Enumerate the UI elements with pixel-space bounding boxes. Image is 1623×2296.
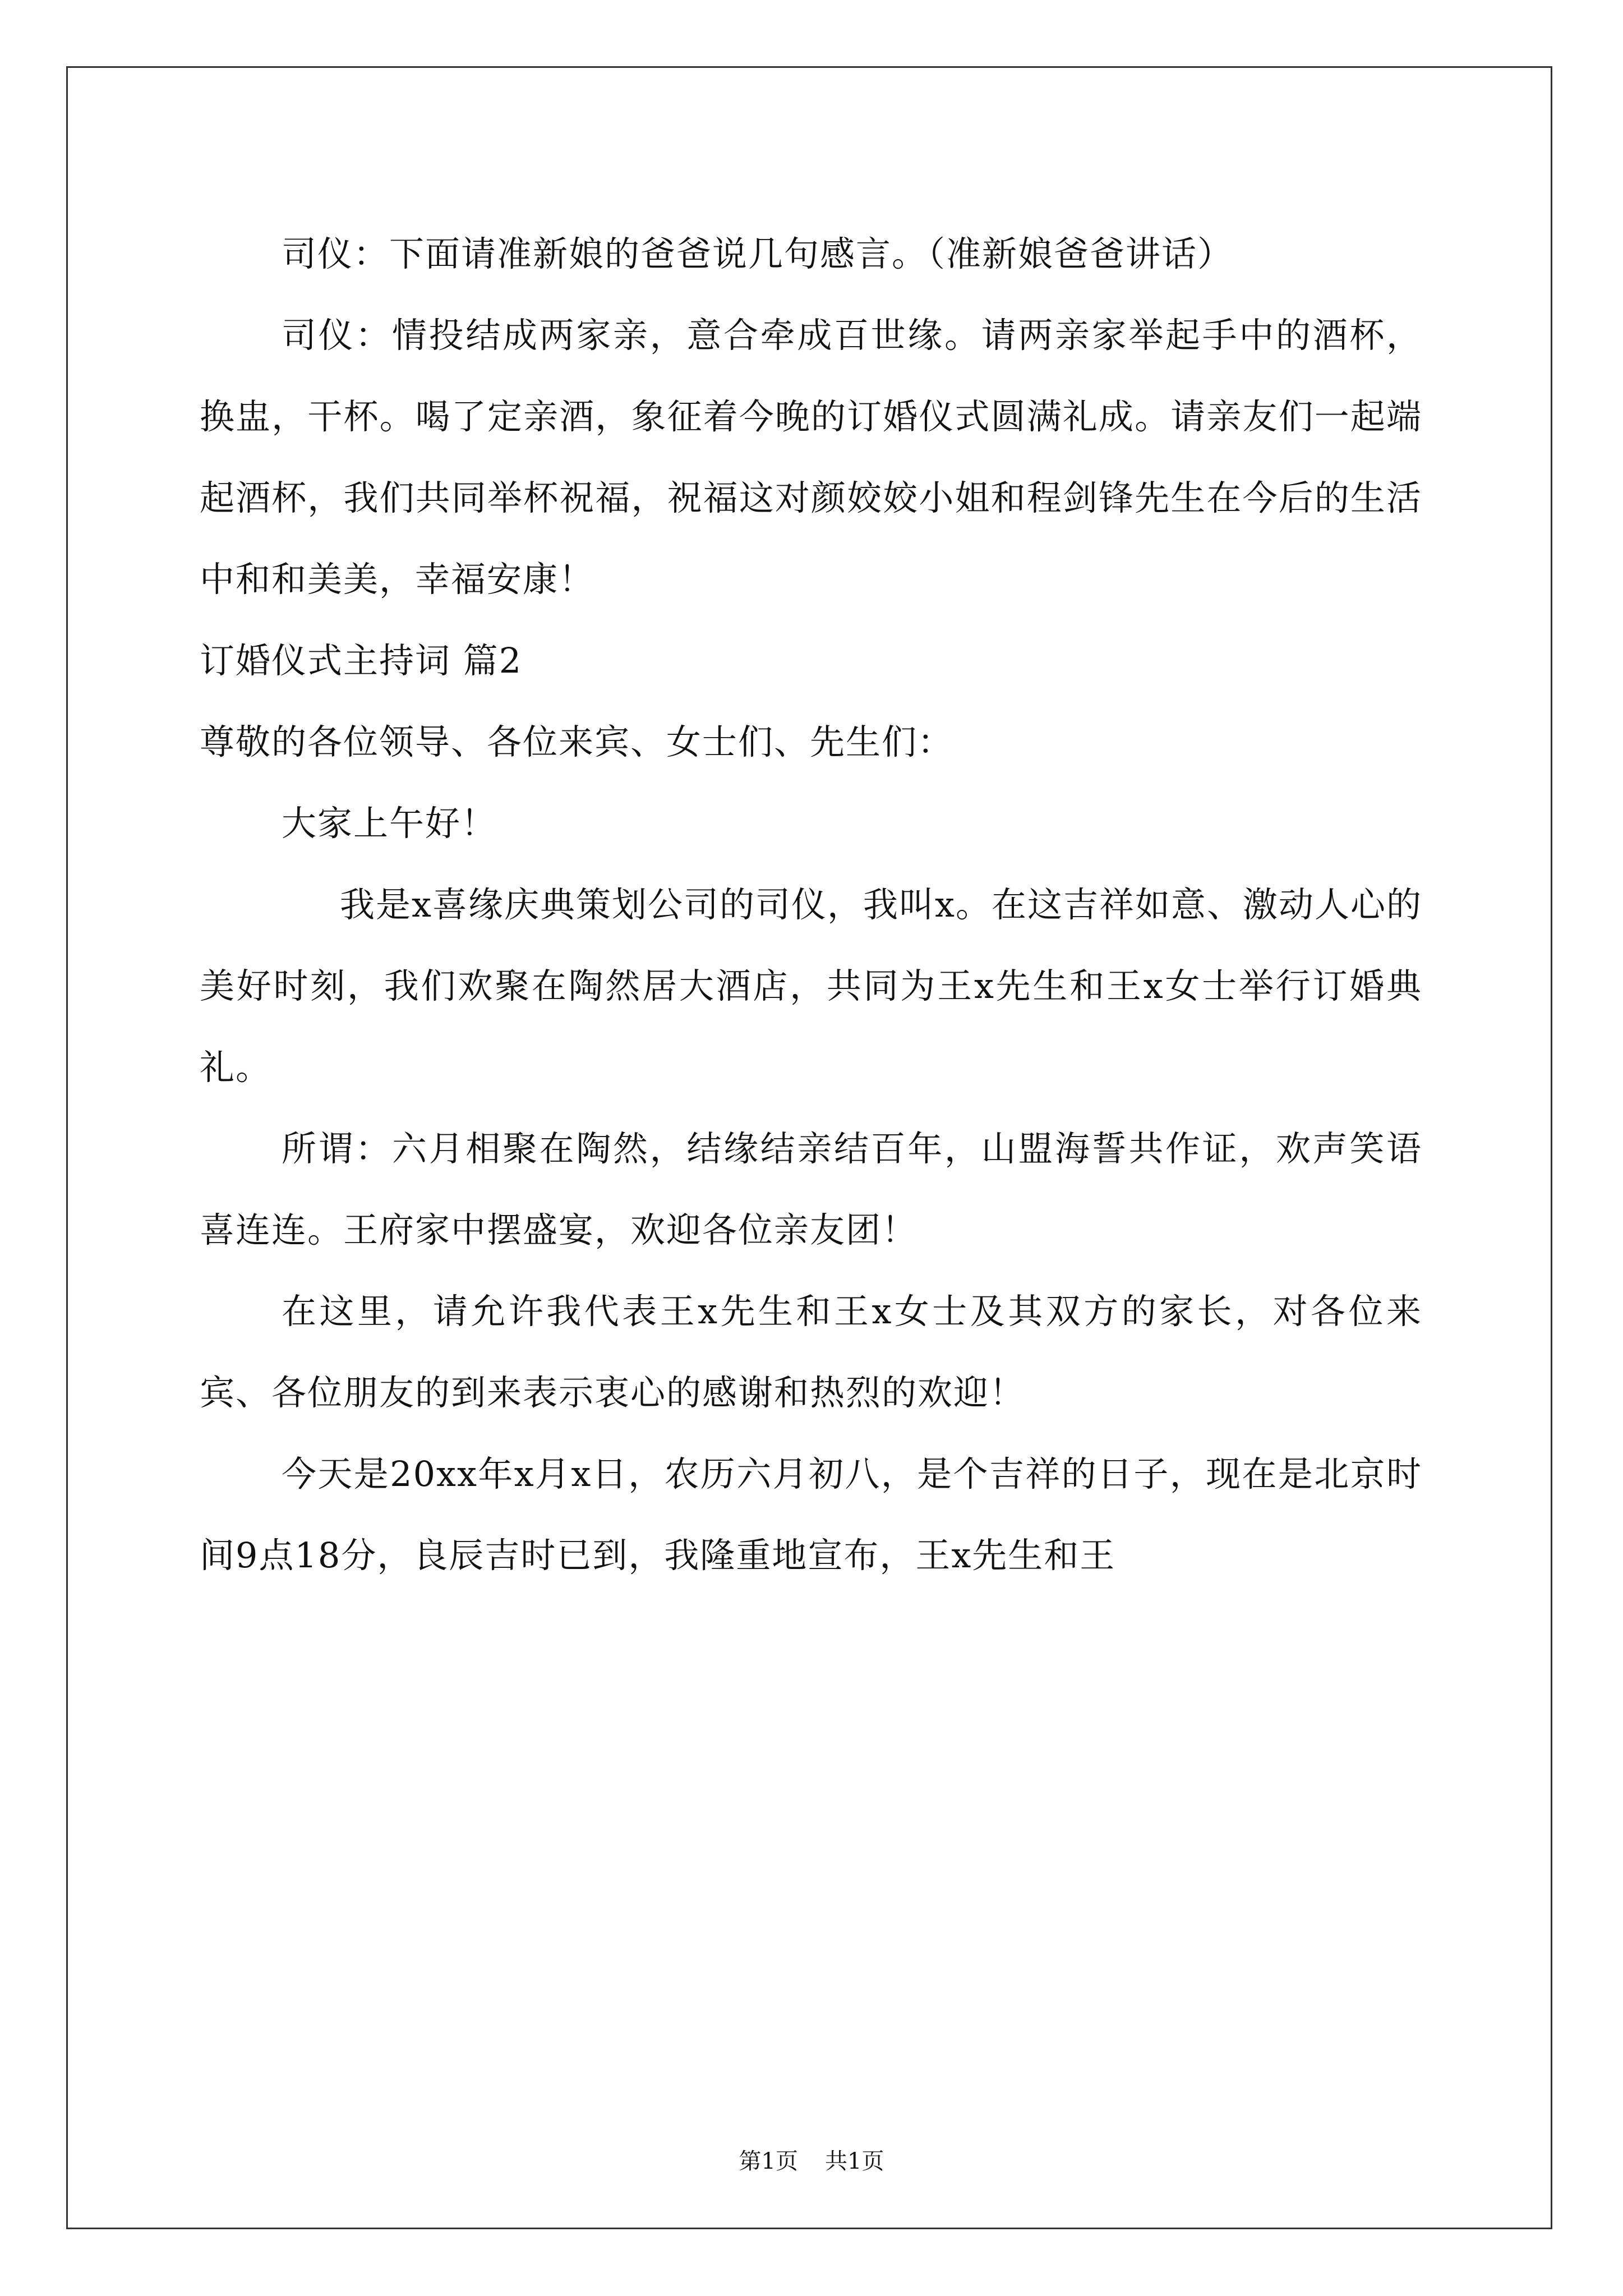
paragraph-toast: 司仪：情投结成两家亲，意合牵成百世缘。请两亲家举起手中的酒杯，换盅，干杯。喝了定亲酒，象征着今晚的订婚仪式圆满礼成。请亲友们一起端起酒杯，我们共同举杯祝福，祝福这对颜姣姣小姐和程剑锋先生在今后的生活中和和美美，幸福安康！ (200, 315, 1422, 600)
salutation: 尊敬的各位领导、各位来宾、女士们、先生们： (200, 721, 954, 762)
paragraph-introduction: 我是x喜缘庆典策划公司的司仪，我叫x。在这吉祥如意、激动人心的美好时刻，我们欢聚在陶然居大酒店，共同为王x先生和王x女士举行订婚典礼。 (200, 884, 1422, 1088)
paragraph-welcome: 在这里，请允许我代表王x先生和王x女士及其双方的家长，对各位来宾、各位朋友的到来表示衷心的感谢和热烈的欢迎！ (200, 1291, 1422, 1413)
paragraph-verse: 所谓：六月相聚在陶然，结缘结亲结百年，山盟海誓共作证，欢声笑语喜连连。王府家中摆盛宴，欢迎各位亲友团！ (200, 1128, 1422, 1250)
page-footer (0, 2147, 1623, 2175)
paragraph-announcement: 今天是20xx年x月x日，农历六月初八，是个吉祥的日子，现在是北京时间9点18分，良辰吉时已到，我隆重地宣布，王x先生和王 (200, 1453, 1422, 1576)
page-total: 共1页 (825, 2148, 884, 2174)
document-body (200, 213, 1422, 1596)
section-heading: 订婚仪式主持词 篇2 (200, 640, 523, 681)
greeting: 大家上午好！ (282, 803, 497, 844)
page-number: 第1页 (739, 2148, 798, 2174)
paragraph-father-speech: 司仪：下面请准新娘的爸爸说几句感言。（准新娘爸爸讲话） (282, 233, 1234, 274)
